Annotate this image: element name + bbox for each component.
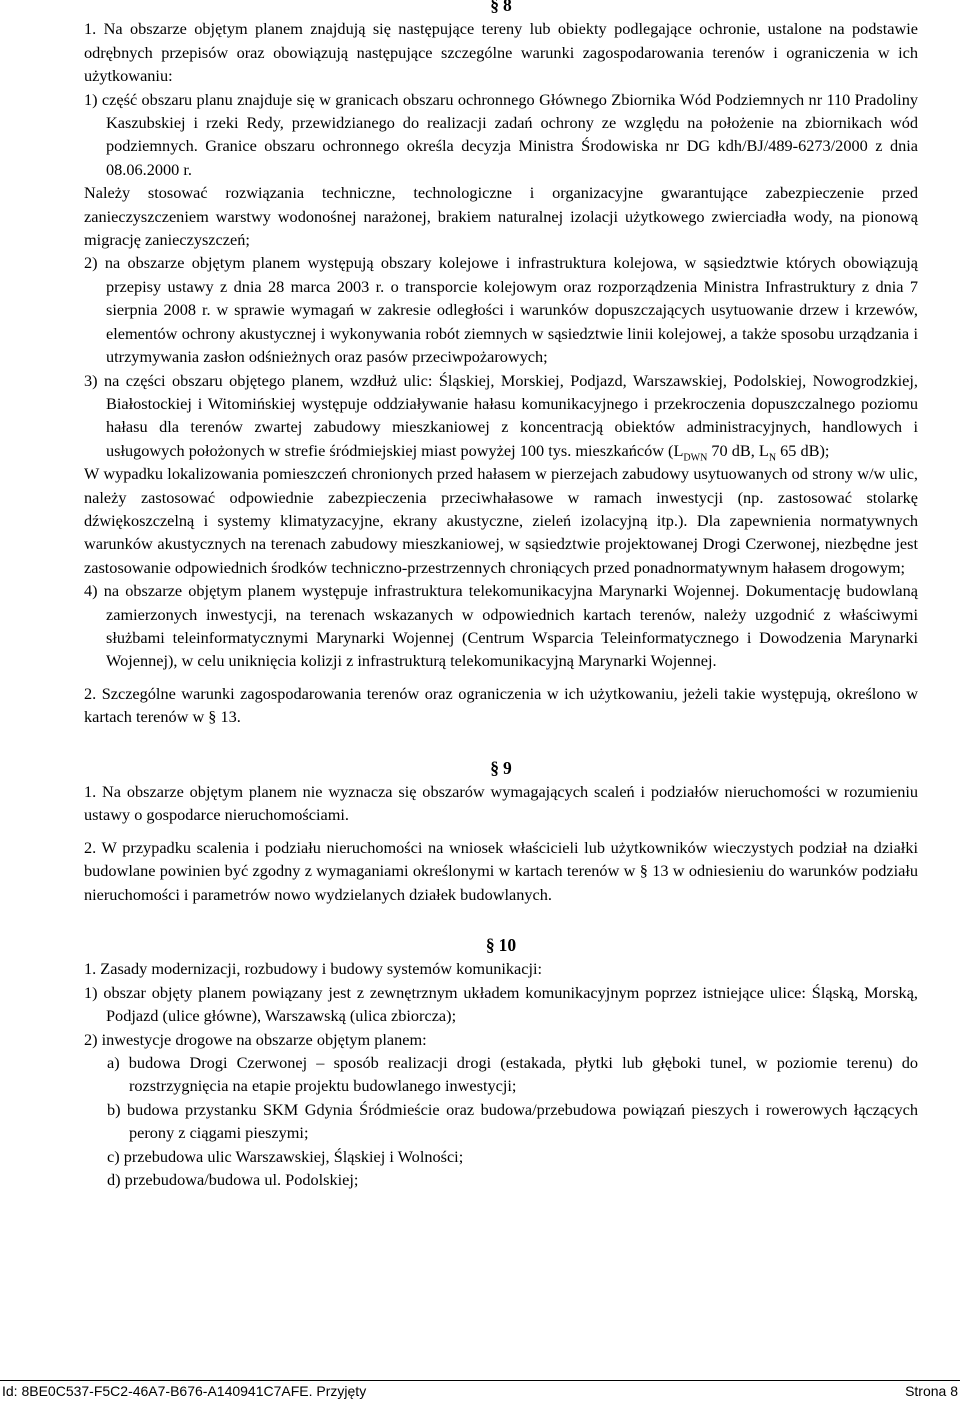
section-8-point-2: 2. Szczególne warunki zagospodarowania terenów oraz ograniczenia w ich użytkowaniu, jeżeli takie występują, określono w kartach terenów w § 13.	[84, 683, 918, 727]
section-8-item-1-note: Należy stosować rozwiązania techniczne, technologiczne i organizacyjne gwarantujące zabezpieczenie przed zanieczyszczeniem warstwy wodonośnej narażonej, brakiem naturalnej izolacji użytkowego zwierciadła wody, na pionową migrację zanieczyszczeń;	[84, 183, 918, 250]
section-8-intro: 1. Na obszarze objętym planem znajdują się następujące tereny lub obiekty podlegające ochronie, ustalone na podstawie odrębnych przepisów oraz obowiązują następujące szczególne warunki zagospodarowania terenów i ograniczenia w ich użytkowaniu:	[84, 19, 918, 86]
section-8-item-1: 1) część obszaru planu znajduje się w granicach obszaru ochronnego Głównego Zbiornika Wód Podziemnych nr 110 Pradoliny Kaszubskiej i rzeki Redy, przewidzianego do realizacji zadań ochrony ze względu na położenie na zbiornikach wód podziemnych. Granice obszaru ochronnego określa decyzja Ministra Środowiska nr DG kdh/BJ/489-6273/2000 z dnia 08.06.2000 r.	[84, 89, 918, 179]
item-3-text-b: 70 dB, L	[707, 440, 769, 460]
item-3-subscript-n: N	[768, 451, 777, 463]
section-number: 8	[503, 0, 512, 15]
section-10-subitem-a: a) budowa Drogi Czerwonej – sposób realizacji drogi (estakada, płytki lub głęboki tunel, w poziomie terenu) do rozstrzygnięcia na etapie projektu budowlanego inwestycji;	[107, 1053, 918, 1096]
page-footer	[0, 1380, 960, 1401]
section-10-item-2: 2) inwestycje drogowe na obszarze objętym planem:	[84, 1029, 427, 1049]
item-3-subscript-dwn: DWN	[683, 451, 708, 463]
section-10-heading	[84, 934, 918, 957]
section-8-item-3	[84, 369, 918, 463]
section-8-item-3-note: W wypadku lokalizowania pomieszczeń chronionych przed hałasem w pierzejach zabudowy usytuowanych od strony w/w ulic, należy zastosować odpowiednie zabezpieczenia przeciwhałasowe w ramach inwestycji (np. zastosować stolarkę dźwiękoszczelną i systemy klimatyzacyjne, ekrany akustyczne, zieleń izolacyjną itp.). Dla zapewnienia normatywnych warunków akustycznych na terenach zabudowy mieszkaniowej, w sąsiedztwie projektowanej Drogi Czerwonej, niezbędne jest zastosowanie odpowiednich środków techniczno-przestrzennych chroniących przed ponadnormatywnym hałasem drogowym;	[84, 464, 918, 577]
document-id: Id: 8BE0C537-F5C2-46A7-B676-A140941C7AFE. Przyjęty	[2, 1383, 367, 1399]
item-3-text-c: 65 dB);	[776, 440, 830, 460]
section-8-item-2: 2) na obszarze objętym planem występują obszary kolejowe i infrastruktura kolejowa, w sąsiedztwie których obowiązują przepisy ustawy z dnia 28 marca 2003 r. o transporcie kolejowym oraz rozporządzenia Ministra Infrastruktury z dnia 7 sierpnia 2008 r. w sprawie wymagań w zakresie odległości i warunków dopuszczających usytuowanie drzew i krzewów, elementów ochrony akustycznej i wykonywania robót ziemnych w sąsiedztwie linii kolejowej, a także sposobu urządzania i utrzymywania zasłon odśnieżnych oraz pasów przeciwpożarowych;	[84, 253, 918, 367]
section-10-point-1: 1. Zasady modernizacji, rozbudowy i budowy systemów komunikacji:	[84, 959, 543, 979]
section-9-point-1: 1. Na obszarze objętym planem nie wyznacza się obszarów wymagających scaleń i podziałów nieruchomości w rozumieniu ustawy o gospodarce nieruchomościami.	[84, 782, 918, 825]
section-9-point-2: 2. W przypadku scalenia i podziału nieruchomości na wniosek właścicieli lub użytkowników wieczystych podział na działki budowlane powinien być zgodny z wymaganiami określonymi w kartach terenów w § 13 w odniesieniu do warunków podziału nieruchomości i parametrów nowo wydzielanych działek budowlanych.	[84, 837, 918, 904]
section-8-heading	[84, 0, 918, 17]
section-mark: §	[490, 757, 499, 778]
section-10-subitem-b: b) budowa przystanku SKM Gdynia Śródmieście oraz budowa/przebudowa powiązań pieszych i rowerowych łączących perony z ciągami pieszymi;	[107, 1099, 918, 1143]
page-number: Strona 8	[905, 1383, 958, 1399]
section-number: 10	[498, 935, 517, 956]
section-mark: §	[490, 0, 499, 15]
section-9-heading	[84, 757, 918, 780]
document-content	[84, 0, 918, 1192]
section-mark: §	[485, 935, 495, 956]
section-10-subitem-d: d) przebudowa/budowa ul. Podolskiej;	[107, 1170, 359, 1190]
section-number: 9	[503, 757, 512, 778]
section-10-subitem-c: c) przebudowa ulic Warszawskiej, Śląskiej i Wolności;	[107, 1146, 464, 1166]
section-8-item-4: 4) na obszarze objętym planem występuje infrastruktura telekomunikacyjna Marynarki Wojennej. Dokumentację budowlaną zamierzonych inwestycji, na terenach wskazanych w odpowiednich kartach terenów, należy uzgodnić z właściwymi służbami teleinformatycznymi Marynarki Wojennej (Centrum Wsparcia Teleinformatycznego i Dowodzenia Marynarki Wojennej), w celu uniknięcia kolizji z infrastrukturą telekomunikacyjną Marynarki Wojennej.	[84, 581, 918, 671]
footer-divider	[0, 1380, 960, 1381]
item-3-text: 3) na części obszaru objętego planem, wzdłuż ulic: Śląskiej, Morskiej, Podjazd, Warszawskiej, Podolskiej, Nowogrodzkiej, Białostockiej i Witomińskiej występuje oddziaływanie hałasu komunikacyjnego i przekroczenia dopuszczalnego poziomu hałasu dla terenów zwartej zabudowy mieszkaniowej z koncentracją obiektów administracyjnych, handlowych i usługowych położonych w strefie śródmiejskiej miast powyżej 100 tys. mieszkańców (L	[84, 370, 918, 460]
section-10-item-1: 1) obszar objęty planem powiązany jest z zewnętrznym układem komunikacyjnym poprzez istniejące ulice: Śląską, Morską, Podjazd (ulice główne), Warszawską (ulica zbiorcza);	[84, 982, 918, 1026]
